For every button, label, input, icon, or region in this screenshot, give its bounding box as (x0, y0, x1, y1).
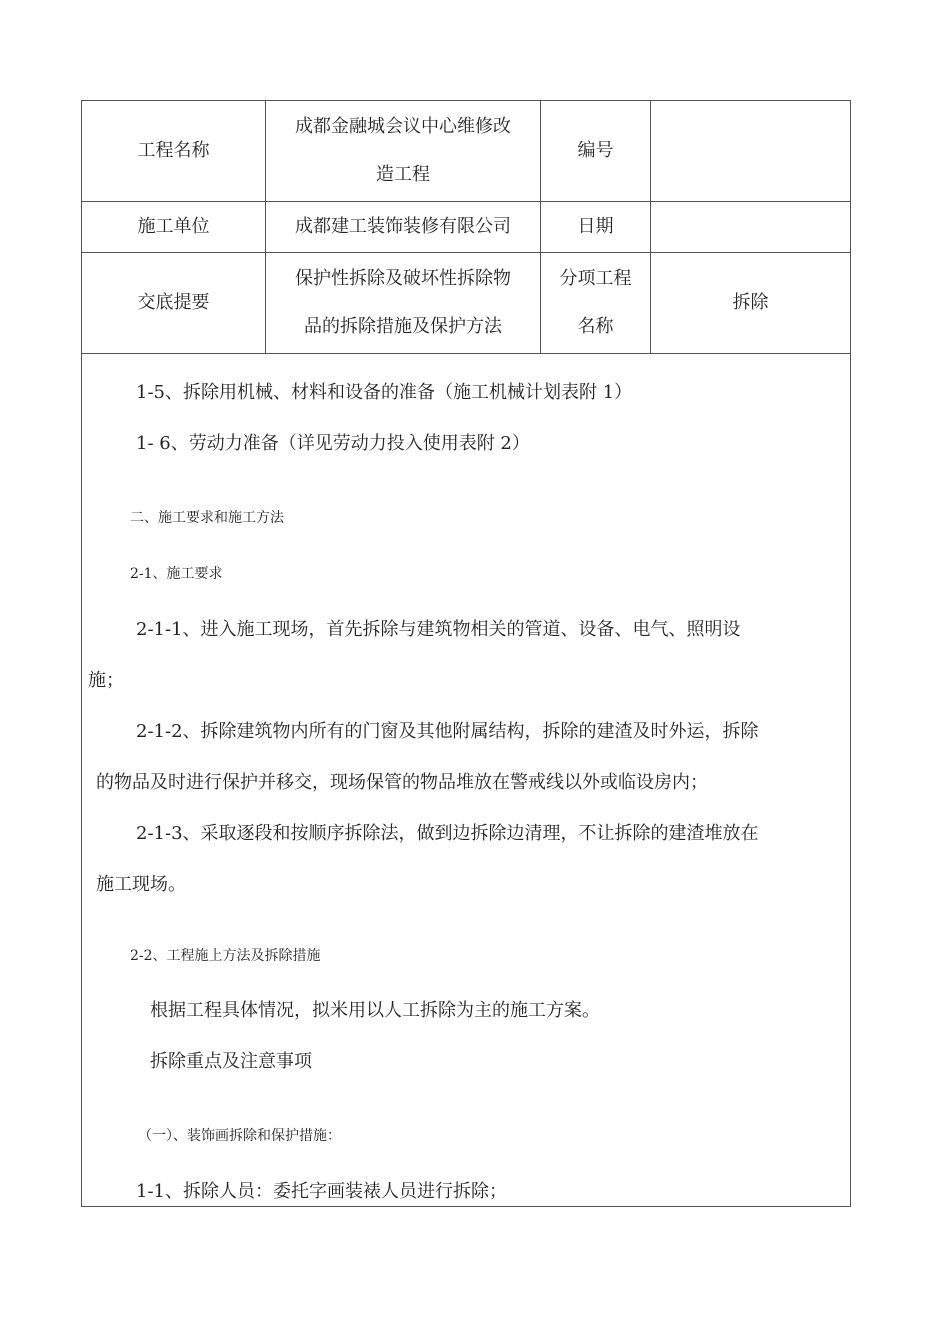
paragraph: 1-5、拆除用机械、材料和设备的准备（施工机械计划表附 1） (136, 382, 633, 403)
value-briefing-summary (266, 253, 540, 353)
value-sub-item-name (651, 253, 850, 353)
paragraph: 1-1、拆除人员：委托字画装裱人员进行拆除； (136, 1181, 507, 1202)
label-text: 日期 (577, 216, 614, 237)
value-date (651, 202, 850, 252)
value-construction-unit (266, 202, 540, 252)
paragraph: 施； (88, 670, 124, 691)
paragraph: 根据工程具体情况，拟米用以人工拆除为主的施工方案。 (150, 1000, 600, 1021)
table-bottom-divider (81, 353, 851, 354)
value-line: 保护性拆除及破坏性拆除物 (295, 268, 511, 289)
value-line: 成都金融城会议中心维修改 (295, 116, 511, 137)
value-text: 拆除 (732, 292, 769, 313)
label-project-name (82, 101, 265, 201)
subsection-heading: （一）、装饰画拆除和保护措施： (138, 1128, 341, 1144)
label-text: 编号 (577, 140, 614, 161)
label-briefing-summary (82, 253, 265, 353)
label-number (541, 101, 650, 201)
label-sub-item-name (541, 253, 650, 353)
label-construction-unit (82, 202, 265, 252)
label-line: 分项工程 (559, 268, 632, 289)
label-text: 工程名称 (137, 140, 210, 161)
value-line: 造工程 (376, 164, 430, 185)
label-text: 施工单位 (137, 216, 210, 237)
label-text: 交底提要 (137, 292, 210, 313)
paragraph: 拆除重点及注意事项 (150, 1051, 312, 1072)
paragraph: 施工现场。 (96, 874, 186, 895)
value-text: 成都建工装饰装修有限公司 (295, 216, 511, 237)
label-line: 名称 (577, 316, 614, 337)
paragraph: 2-1-1、进入施工现场，首先拆除与建筑物相关的管道、设备、电气、照明设 (136, 619, 741, 640)
subsection-heading: 2-1、施工要求 (130, 566, 223, 582)
value-project-name (266, 101, 540, 201)
label-date (541, 202, 650, 252)
subsection-heading: 2-2、工程施上方法及拆除措施 (130, 948, 321, 964)
paragraph: 2-1-3、采取逐段和按顺序拆除法，做到边拆除边清理，不让拆除的建渣堆放在 (136, 823, 759, 844)
section-heading: 二、施工要求和施工方法 (130, 510, 284, 526)
paragraph: 2-1-2、拆除建筑物内所有的门窗及其他附属结构，拆除的建渣及时外运，拆除 (136, 721, 759, 742)
paragraph: 的物品及时进行保护并移交，现场保管的物品堆放在警戒线以外或临设房内； (96, 772, 708, 793)
paragraph: 1- 6、劳动力准备（详见劳动力投入使用表附 2） (136, 433, 530, 454)
value-number (651, 101, 850, 201)
value-line: 品的拆除措施及保护方法 (304, 316, 502, 337)
